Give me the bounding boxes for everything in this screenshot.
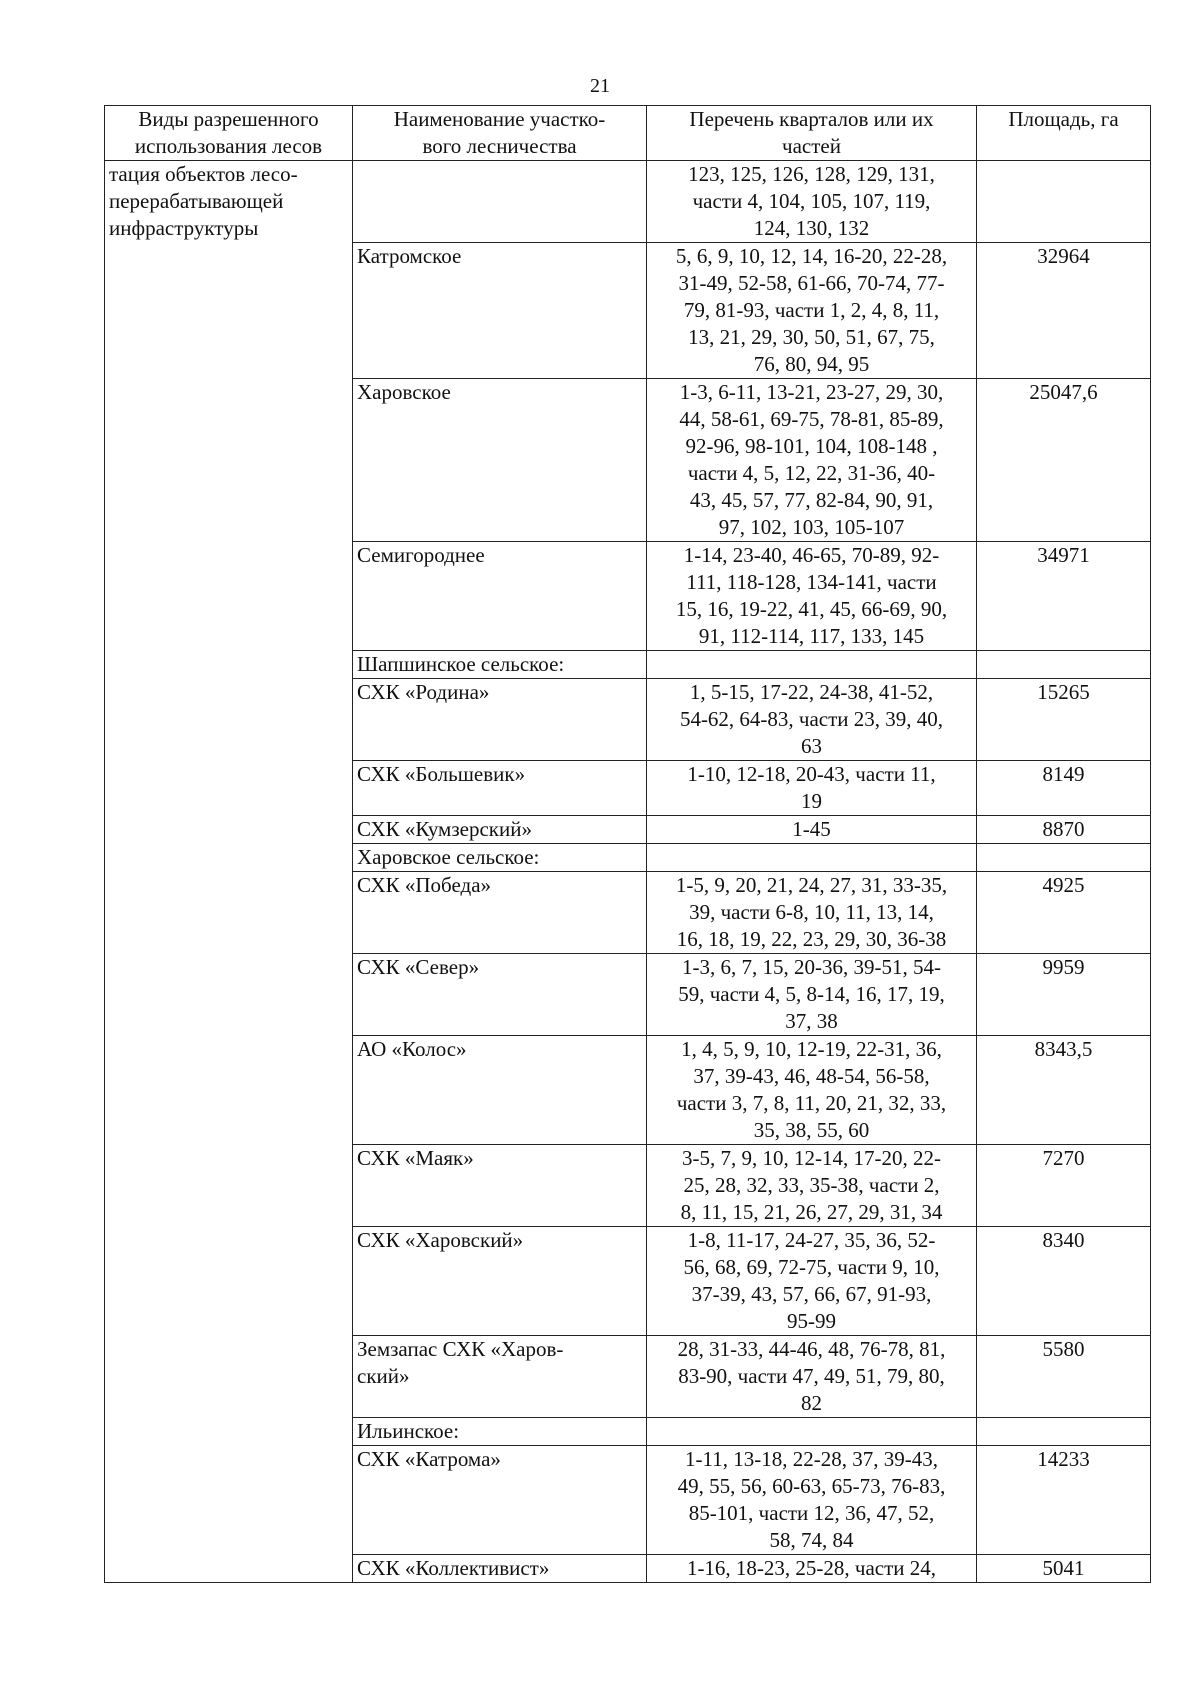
quarters-line: 44, 58-61, 69-75, 78-81, 85-89,	[679, 407, 944, 431]
forestry-name: СХК «Родина»	[357, 680, 490, 704]
area-cell: 14233	[977, 1446, 1151, 1555]
quarters-line: 13, 21, 29, 30, 50, 51, 67, 75,	[688, 325, 935, 349]
quarters-cell	[647, 816, 977, 844]
forestry-name-cell	[353, 954, 647, 1036]
quarters-line: 54-62, 64-83, части 23, 39, 40,	[679, 707, 944, 731]
permitted-use-line: тация объектов лесо-	[109, 162, 298, 186]
forestry-name: Семигороднее	[357, 543, 485, 567]
quarters-line: 123, 125, 126, 128, 129, 131,	[688, 162, 935, 186]
forestry-name: Ильинское:	[357, 1419, 460, 1443]
header-line: Наименование участко-	[393, 107, 606, 131]
forestry-name: Шапшинское сельское:	[357, 652, 565, 676]
quarters-line: 76, 80, 94, 95	[753, 352, 870, 376]
quarters-line: 79, 81-93, части 1, 2, 4, 8, 11,	[683, 298, 940, 322]
area-cell	[977, 161, 1151, 243]
quarters-cell	[647, 243, 977, 379]
area-cell	[977, 844, 1151, 872]
area-cell: 5041	[977, 1555, 1151, 1583]
quarters-line: 1, 5-15, 17-22, 24-38, 41-52,	[689, 680, 934, 704]
quarters-line: 1-8, 11-17, 24-27, 35, 36, 52-	[687, 1228, 936, 1252]
area-cell: 4925	[977, 872, 1151, 954]
quarters-line: 37, 39-43, 46, 48-54, 56-58,	[693, 1064, 930, 1088]
quarters-line: 35, 38, 55, 60	[753, 1118, 870, 1142]
forestry-name-cell	[353, 651, 647, 679]
permitted-use-line: инфраструктуры	[109, 216, 259, 240]
quarters-line: 5, 6, 9, 10, 12, 14, 16-20, 22-28,	[675, 244, 948, 268]
header-line: Виды разрешенного	[138, 107, 319, 131]
quarters-line: 1, 4, 5, 9, 10, 12-19, 22-31, 36,	[681, 1037, 942, 1061]
permitted-use-line: перерабатывающей	[109, 189, 284, 213]
quarters-line: 85-101, части 12, 36, 47, 52,	[688, 1501, 935, 1525]
quarters-line: части 4, 104, 105, 107, 119,	[692, 189, 931, 213]
quarters-line: 28, 31-33, 44-46, 48, 76-78, 81,	[677, 1337, 946, 1361]
quarters-line: 83-90, части 47, 49, 51, 79, 80,	[678, 1364, 945, 1388]
header-quarters-list	[647, 106, 977, 161]
quarters-cell	[647, 761, 977, 816]
quarters-line: 8, 11, 15, 21, 26, 27, 29, 31, 34	[680, 1200, 943, 1224]
quarters-line: 3-5, 7, 9, 10, 12-14, 17-20, 22-	[682, 1146, 941, 1170]
quarters-line: 1-10, 12-18, 20-43, части 11,	[687, 762, 936, 786]
area-cell	[977, 1418, 1151, 1446]
forestry-name-cell	[353, 1555, 647, 1583]
quarters-line: 1-14, 23-40, 46-65, 70-89, 92-	[683, 543, 940, 567]
quarters-cell	[647, 872, 977, 954]
quarters-cell	[647, 1227, 977, 1336]
quarters-cell	[647, 1145, 977, 1227]
header-line: вого лесничества	[422, 134, 577, 158]
header-line: Площадь, га	[1008, 107, 1119, 131]
table-row	[105, 161, 1151, 243]
quarters-line: 1-45	[792, 817, 831, 841]
quarters-line: 37-39, 43, 57, 66, 67, 91-93,	[691, 1282, 932, 1306]
quarters-cell	[647, 679, 977, 761]
forestry-name: СХК «Большевик»	[357, 762, 526, 786]
quarters-line: 31-49, 52-58, 61-66, 70-74, 77-	[678, 271, 945, 295]
forestry-name-cell	[353, 844, 647, 872]
quarters-line	[651, 844, 972, 871]
quarters-line: 56, 68, 69, 72-75, части 9, 10,	[683, 1255, 940, 1279]
forestry-name: СХК «Маяк»	[357, 1146, 474, 1170]
forestry-name: СХК «Катрома»	[357, 1447, 501, 1471]
quarters-line: 63	[801, 734, 822, 758]
forestry-name: Земзапас СХК «Харов-	[357, 1337, 564, 1361]
quarters-line: части 3, 7, 8, 11, 20, 21, 32, 33,	[676, 1091, 947, 1115]
quarters-line: 82	[801, 1391, 822, 1415]
forestry-name: Харовское сельское:	[357, 845, 540, 869]
forestry-name: Катромское	[357, 244, 462, 268]
area-cell: 8149	[977, 761, 1151, 816]
forestry-name-cell	[353, 1446, 647, 1555]
quarters-line: 124, 130, 132	[753, 216, 870, 240]
area-cell: 25047,6	[977, 379, 1151, 542]
quarters-line: 37, 38	[785, 1009, 838, 1033]
header-line: Перечень кварталов или их	[689, 107, 934, 131]
quarters-line: 49, 55, 56, 60-63, 65-73, 76-83,	[677, 1474, 946, 1498]
quarters-cell	[647, 844, 977, 872]
forestry-name: ский»	[357, 1364, 410, 1388]
area-cell: 8340	[977, 1227, 1151, 1336]
area-cell: 8870	[977, 816, 1151, 844]
permitted-use-cell	[105, 161, 353, 1583]
quarters-cell	[647, 1418, 977, 1446]
header-forestry-name	[353, 106, 647, 161]
forestry-name	[357, 161, 642, 188]
quarters-line: 1-5, 9, 20, 21, 24, 27, 31, 33-35,	[675, 873, 948, 897]
forestry-name-cell	[353, 1418, 647, 1446]
quarters-line: 92-96, 98-101, 104, 108-148 ,	[685, 434, 938, 458]
quarters-cell	[647, 1336, 977, 1418]
area-cell: 32964	[977, 243, 1151, 379]
forestry-name-cell	[353, 816, 647, 844]
quarters-line: 1-11, 13-18, 22-28, 37, 39-43,	[685, 1447, 938, 1471]
header-line: частей	[782, 134, 841, 158]
quarters-line: 15, 16, 19-22, 41, 45, 66-69, 90,	[675, 597, 948, 621]
page-number: 21	[590, 75, 610, 97]
area-cell: 9959	[977, 954, 1151, 1036]
table-header-row	[105, 106, 1151, 161]
forestry-name: Харовское	[357, 380, 451, 404]
forestry-name-cell	[353, 1145, 647, 1227]
forestry-name-cell	[353, 1336, 647, 1418]
forestry-name-cell	[353, 542, 647, 651]
quarters-cell	[647, 1555, 977, 1583]
quarters-cell	[647, 379, 977, 542]
quarters-line	[651, 1418, 972, 1445]
area-cell	[977, 651, 1151, 679]
forestry-name: СХК «Кумзерский»	[357, 817, 532, 841]
quarters-line: 19	[801, 789, 822, 813]
quarters-line: 1-3, 6-11, 13-21, 23-27, 29, 30,	[679, 380, 944, 404]
quarters-line: 39, части 6-8, 10, 11, 13, 14,	[689, 900, 934, 924]
forestry-name: АО «Колос»	[357, 1037, 467, 1061]
header-permitted-use	[105, 106, 353, 161]
forest-use-table	[104, 105, 1151, 1583]
quarters-cell	[647, 954, 977, 1036]
quarters-line: 25, 28, 32, 33, 35-38, части 2,	[683, 1173, 940, 1197]
header-line: использования лесов	[134, 134, 323, 158]
forestry-name-cell	[353, 243, 647, 379]
area-cell: 7270	[977, 1145, 1151, 1227]
quarters-cell	[647, 1446, 977, 1555]
area-cell: 8343,5	[977, 1036, 1151, 1145]
table-body	[105, 161, 1151, 1583]
forestry-name-cell	[353, 761, 647, 816]
quarters-line: 97, 102, 103, 105-107	[718, 515, 905, 539]
area-cell: 15265	[977, 679, 1151, 761]
forestry-name-cell	[353, 679, 647, 761]
quarters-line: 111, 118-128, 134-141, части	[686, 570, 937, 594]
forestry-name-cell	[353, 379, 647, 542]
quarters-line: 95-99	[787, 1309, 836, 1333]
quarters-cell	[647, 651, 977, 679]
quarters-line	[651, 651, 972, 678]
forestry-name: СХК «Харовский»	[357, 1228, 524, 1252]
quarters-line: 16, 18, 19, 22, 23, 29, 30, 36-38	[676, 927, 947, 951]
forestry-name: СХК «Север»	[357, 955, 480, 979]
quarters-line: 43, 45, 57, 77, 82-84, 90, 91,	[689, 488, 934, 512]
quarters-line: 1-16, 18-23, 25-28, части 24,	[686, 1556, 937, 1580]
quarters-cell	[647, 1036, 977, 1145]
forestry-name-cell	[353, 161, 647, 243]
quarters-cell	[647, 161, 977, 243]
quarters-line: 58, 74, 84	[769, 1528, 854, 1552]
quarters-cell	[647, 542, 977, 651]
quarters-line: 1-3, 6, 7, 15, 20-36, 39-51, 54-	[682, 955, 941, 979]
area-cell: 34971	[977, 542, 1151, 651]
area-cell: 5580	[977, 1336, 1151, 1418]
header-area-ha	[977, 106, 1151, 161]
forestry-name-cell	[353, 872, 647, 954]
quarters-line: 91, 112-114, 117, 133, 145	[698, 624, 925, 648]
forestry-name-cell	[353, 1227, 647, 1336]
forestry-name: СХК «Победа»	[357, 873, 492, 897]
quarters-line: 59, части 4, 5, 8-14, 16, 17, 19,	[678, 982, 945, 1006]
quarters-line: части 4, 5, 12, 22, 31-36, 40-	[687, 461, 936, 485]
forestry-name: СХК «Коллективист»	[357, 1556, 550, 1580]
forestry-name-cell	[353, 1036, 647, 1145]
